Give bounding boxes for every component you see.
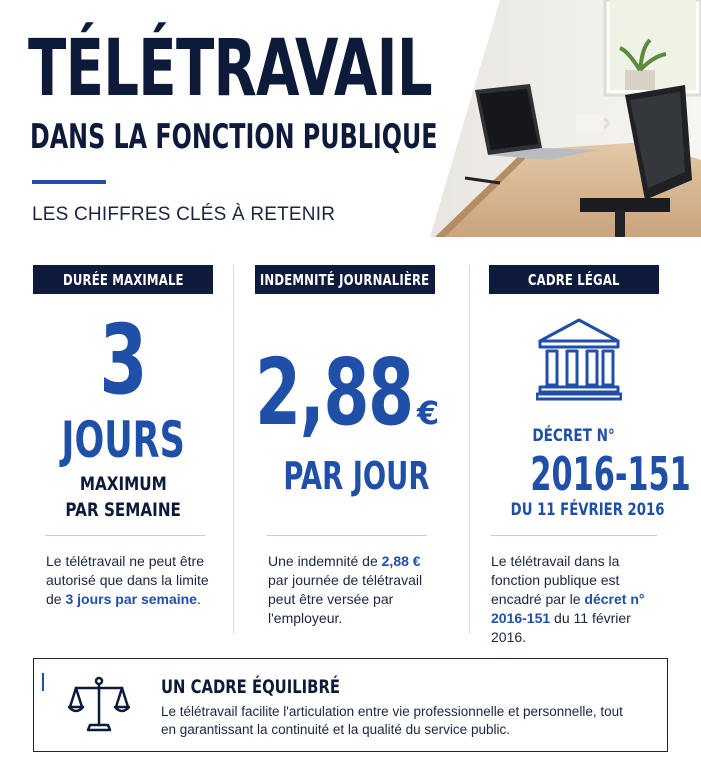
box-title: UN CADRE ÉQUILIBRÉ: [161, 676, 340, 698]
column-cadre-legal: [489, 265, 691, 645]
decree-number: 2016-151: [530, 447, 691, 501]
decree-label: DÉCRET N°: [532, 426, 616, 446]
days-unit: JOURS: [61, 411, 185, 469]
column-label: DURÉE MAXIMALE: [33, 265, 213, 294]
balanced-framework-box: [33, 658, 668, 752]
column-indemnite-journaliere: [255, 265, 440, 635]
days-value: 3: [98, 304, 148, 416]
government-building-icon: [536, 317, 622, 401]
column-description: Une indemnité de 2,88 € par journée de télétravail peut être versée par l'employeur.: [268, 553, 423, 626]
column-divider: [45, 535, 205, 536]
indemnity-value: 2,88: [255, 339, 413, 446]
column-label: INDEMNITÉ JOURNALIÈRE: [255, 265, 435, 294]
page-subtitle: DANS LA FONCTION PUBLIQUE: [30, 117, 438, 157]
box-text: Le télétravail facilite l'articulation entre vie professionnelle et personnelle, tout en garantissant la continuité et la qualité du service public.: [161, 704, 623, 737]
euro-symbol: €: [417, 394, 440, 432]
days-line1: MAXIMUM: [79, 473, 167, 495]
page-tagline: LES CHIFFRES CLÉS À RETENIR: [32, 204, 336, 225]
title-divider: [32, 180, 106, 184]
column-divider: [491, 535, 657, 536]
balance-scale-icon: [68, 673, 130, 735]
indemnity-unit: PAR JOUR: [283, 454, 430, 498]
column-divider: [267, 535, 427, 536]
column-separator: [469, 265, 470, 633]
column-separator: [233, 265, 234, 633]
column-duree-maximale: [33, 265, 213, 635]
column-label: CADRE LÉGAL: [489, 265, 659, 294]
column-description: Le télétravail ne peut être autorisé que dans la limite de 3 jours par semaine.: [46, 553, 209, 607]
decree-date: DU 11 FÉVRIER 2016: [510, 500, 665, 520]
days-line2: PAR SEMAINE: [65, 499, 181, 521]
laptop-desk-photo: [430, 0, 701, 237]
accent-bar: [42, 673, 44, 691]
page-title: TÉLÉTRAVAIL: [28, 24, 432, 114]
column-description: Le télétravail dans la fonction publique est encadré par le décret n° 2016-151 du 11 février 2016.: [491, 553, 645, 645]
